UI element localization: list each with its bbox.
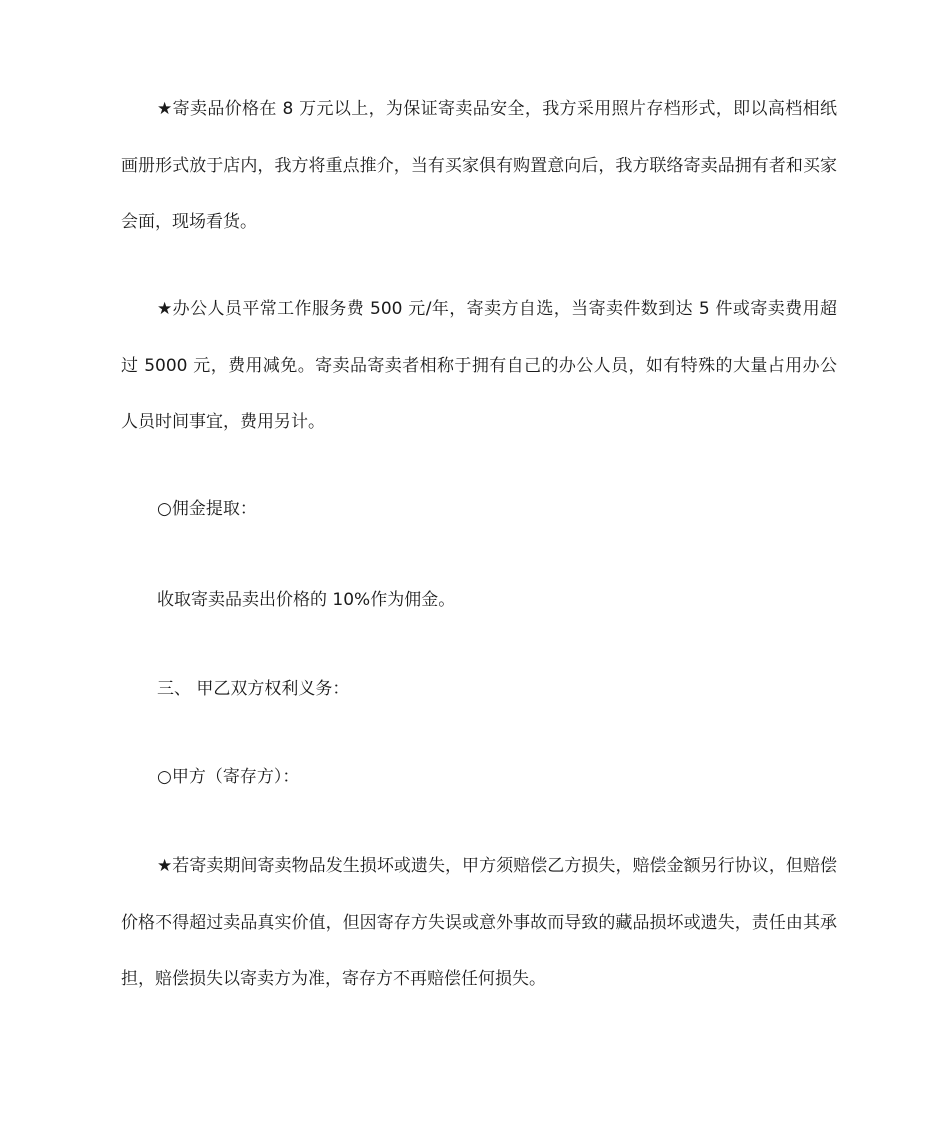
- heading-party-a: ○甲方（寄存方）：: [157, 767, 300, 787]
- paragraph-commission-rate: 收取寄卖品卖出价格的 10%作为佣金。: [157, 590, 456, 610]
- paragraph-office-service-fee: ★办公人员平常工作服务费 500 元/年，寄卖方自选，当寄卖件数到达 5 件或寄卖费用超过 5000 元，费用减免。寄卖品寄卖者相称于拥有自己的办公人员，如有特殊的大量占用办公人员时间事宜，费用另计。: [121, 299, 837, 432]
- paragraph-consignment-photo-archive: ★寄卖品价格在 8 万元以上，为保证寄卖品安全，我方采用照片存档形式，即以高档相纸画册形式放于店内，我方将重点推介，当有买家俱有购置意向后，我方联络寄卖品拥有者和买家会面，现场看货。: [121, 99, 837, 232]
- section-heading-rights-obligations: 三、 甲乙双方权利义务：: [157, 679, 350, 699]
- heading-commission: ○佣金提取：: [157, 499, 257, 519]
- paragraph-damage-compensation: ★若寄卖期间寄卖物品发生损坏或遗失，甲方须赔偿乙方损失，赔偿金额另行协议，但赔偿价格不得超过卖品真实价值，但因寄存方失误或意外事故而导致的藏品损坏或遗失，责任由其承担，赔偿损失以寄卖方为准，寄存方不再赔偿任何损失。: [121, 856, 837, 989]
